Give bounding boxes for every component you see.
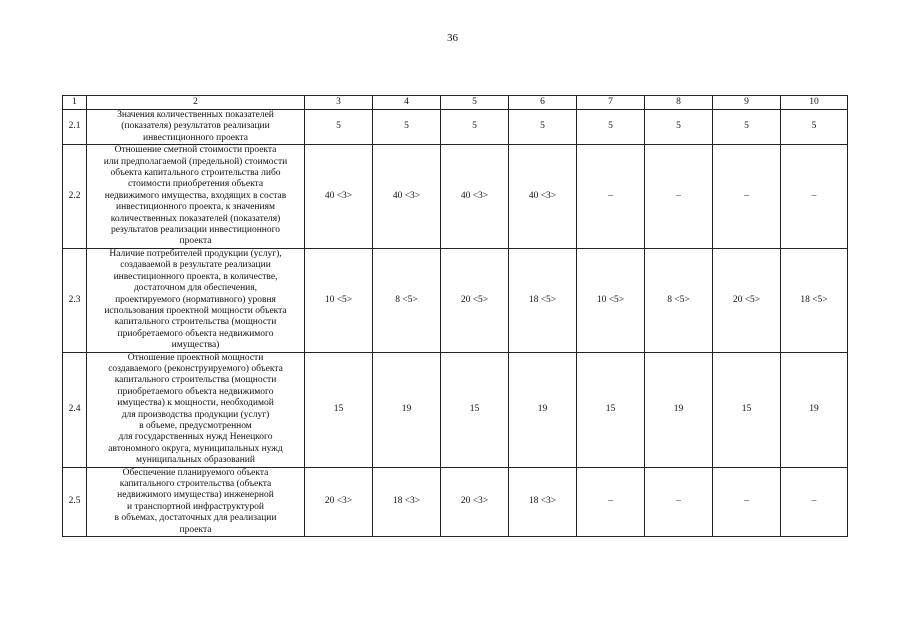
- row-number: 2.1: [63, 110, 87, 145]
- value-cell: 5: [577, 110, 645, 145]
- row-number: 2.3: [63, 248, 87, 352]
- value-cell: 10 <5>: [305, 248, 373, 352]
- value-cell: 40 <3>: [305, 145, 373, 249]
- value-cell: 10 <5>: [577, 248, 645, 352]
- column-header: 7: [577, 96, 645, 110]
- value-cell: 20 <5>: [713, 248, 781, 352]
- value-cell: 19: [645, 352, 713, 467]
- table-row: [63, 248, 848, 352]
- column-header: 3: [305, 96, 373, 110]
- value-cell: 5: [441, 110, 509, 145]
- value-cell: –: [577, 467, 645, 536]
- value-cell: –: [577, 145, 645, 249]
- table-row: [63, 145, 848, 249]
- value-cell: 18 <5>: [781, 248, 848, 352]
- value-cell: 15: [441, 352, 509, 467]
- value-cell: 5: [305, 110, 373, 145]
- value-cell: –: [713, 145, 781, 249]
- row-label: Отношение сметной стоимости проекта или предполагаемой (предельной) стоимости объекта капитального строительства либо стоимости приобретения объекта недвижимого имущества, входящих в состав инвестиционного проекта, к значениям количественных показателей (показателя) результатов реализации инвестиционного проекта: [87, 145, 305, 249]
- value-cell: 18 <3>: [509, 467, 577, 536]
- value-cell: 40 <3>: [373, 145, 441, 249]
- value-cell: 20 <3>: [305, 467, 373, 536]
- value-cell: 20 <5>: [441, 248, 509, 352]
- value-cell: 18 <5>: [509, 248, 577, 352]
- column-header: 4: [373, 96, 441, 110]
- value-cell: 15: [305, 352, 373, 467]
- value-cell: –: [781, 145, 848, 249]
- value-cell: –: [645, 145, 713, 249]
- column-header: 8: [645, 96, 713, 110]
- page-number: 36: [447, 32, 458, 44]
- value-cell: 5: [645, 110, 713, 145]
- value-cell: –: [713, 467, 781, 536]
- row-label: Отношение проектной мощности создаваемого (реконструируемого) объекта капитального строительства (мощности приобретаемого объекта недвижимого имущества) к мощности, необходимой для производства продукции (услуг) в объеме, предусмотренном для государственных нужд Ненецкого автономного округа, муниципальных нужд муниципальных образований: [87, 352, 305, 467]
- value-cell: 5: [373, 110, 441, 145]
- value-cell: –: [781, 467, 848, 536]
- column-header: 10: [781, 96, 848, 110]
- column-header: 9: [713, 96, 781, 110]
- value-cell: –: [645, 467, 713, 536]
- row-label: Значения количественных показателей (показателя) результатов реализации инвестиционного проекта: [87, 110, 305, 145]
- row-label: Наличие потребителей продукции (услуг), создаваемой в результате реализации инвестиционного проекта, в количестве, достаточном для обеспечения, проектируемого (нормативного) уровня использования проектной мощности объекта капитального строительства (мощности приобретаемого объекта недвижимого имущества): [87, 248, 305, 352]
- value-cell: 5: [781, 110, 848, 145]
- value-cell: 19: [373, 352, 441, 467]
- value-cell: 15: [713, 352, 781, 467]
- table-row: [63, 467, 848, 536]
- value-cell: 8 <5>: [645, 248, 713, 352]
- table-row: [63, 110, 848, 145]
- row-number: 2.4: [63, 352, 87, 467]
- row-number: 2.2: [63, 145, 87, 249]
- row-label: Обеспечение планируемого объекта капитального строительства (объекта недвижимого имущества) инженерной и транспортной инфраструктурой в объемах, достаточных для реализации проекта: [87, 467, 305, 536]
- value-cell: 15: [577, 352, 645, 467]
- value-cell: 5: [509, 110, 577, 145]
- value-cell: 19: [781, 352, 848, 467]
- column-header: 5: [441, 96, 509, 110]
- table-row: [63, 352, 848, 467]
- value-cell: 20 <3>: [441, 467, 509, 536]
- value-cell: 40 <3>: [441, 145, 509, 249]
- column-header: 1: [63, 96, 87, 110]
- header-row: [63, 96, 848, 110]
- column-header: 6: [509, 96, 577, 110]
- value-cell: 19: [509, 352, 577, 467]
- value-cell: 5: [713, 110, 781, 145]
- value-cell: 18 <3>: [373, 467, 441, 536]
- indicator-table: [62, 95, 848, 537]
- column-header: 2: [87, 96, 305, 110]
- value-cell: 40 <3>: [509, 145, 577, 249]
- row-number: 2.5: [63, 467, 87, 536]
- value-cell: 8 <5>: [373, 248, 441, 352]
